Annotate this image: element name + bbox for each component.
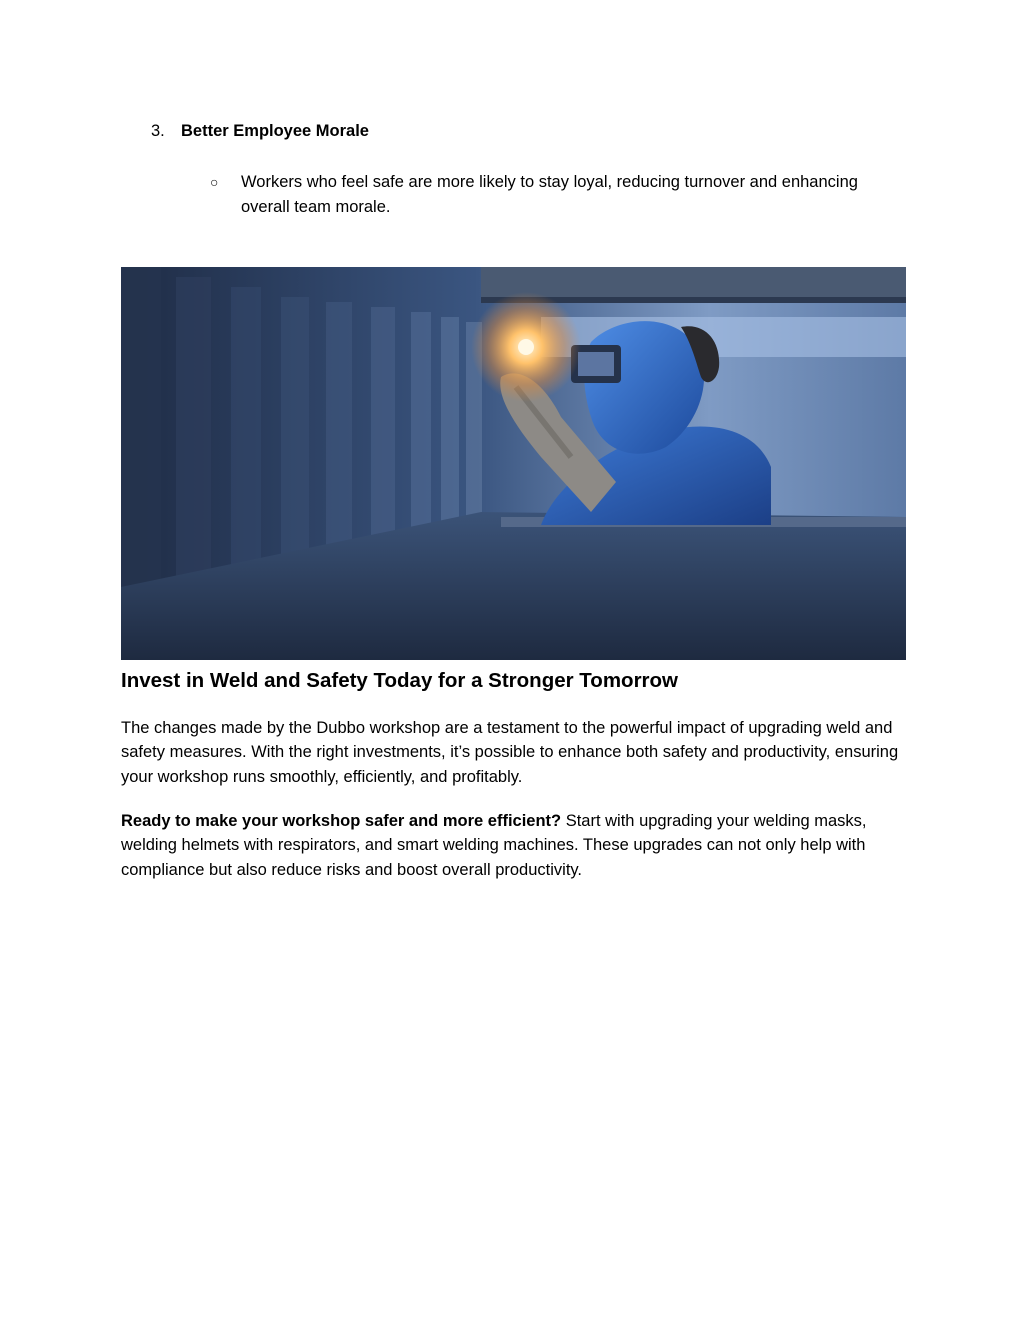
hollow-circle-bullet-icon: ○ xyxy=(210,174,219,190)
numbered-list-item xyxy=(151,121,369,141)
body-paragraph-1: The changes made by the Dubbo workshop are a testament to the powerful impact of upgrading weld and safety measures. With the right investments, it’s possible to enhance both safety and productivity, ensuring your workshop runs smoothly, efficiently, and profitably. xyxy=(121,719,899,786)
welder-photo xyxy=(121,267,906,660)
body-paragraph-2 xyxy=(121,809,911,882)
section-heading: Invest in Weld and Safety Today for a Stronger Tomorrow xyxy=(121,669,678,692)
paragraph-2-rest: Start with upgrading your welding masks, welding helmets with respirators, and smart welding machines. These upgrades can not only help with compliance but also reduce risks and boost overall productivity. xyxy=(121,812,867,879)
list-number: 3. xyxy=(151,122,165,140)
list-item-title: Better Employee Morale xyxy=(181,122,369,140)
sub-list-item-text: Workers who feel safe are more likely to stay loyal, reducing turnover and enhancing overall team morale. xyxy=(241,173,858,216)
paragraph-2-bold-lead: Ready to make your workshop safer and more efficient? xyxy=(121,812,562,830)
welder-illustration xyxy=(121,267,906,660)
sub-list-item xyxy=(210,170,870,219)
